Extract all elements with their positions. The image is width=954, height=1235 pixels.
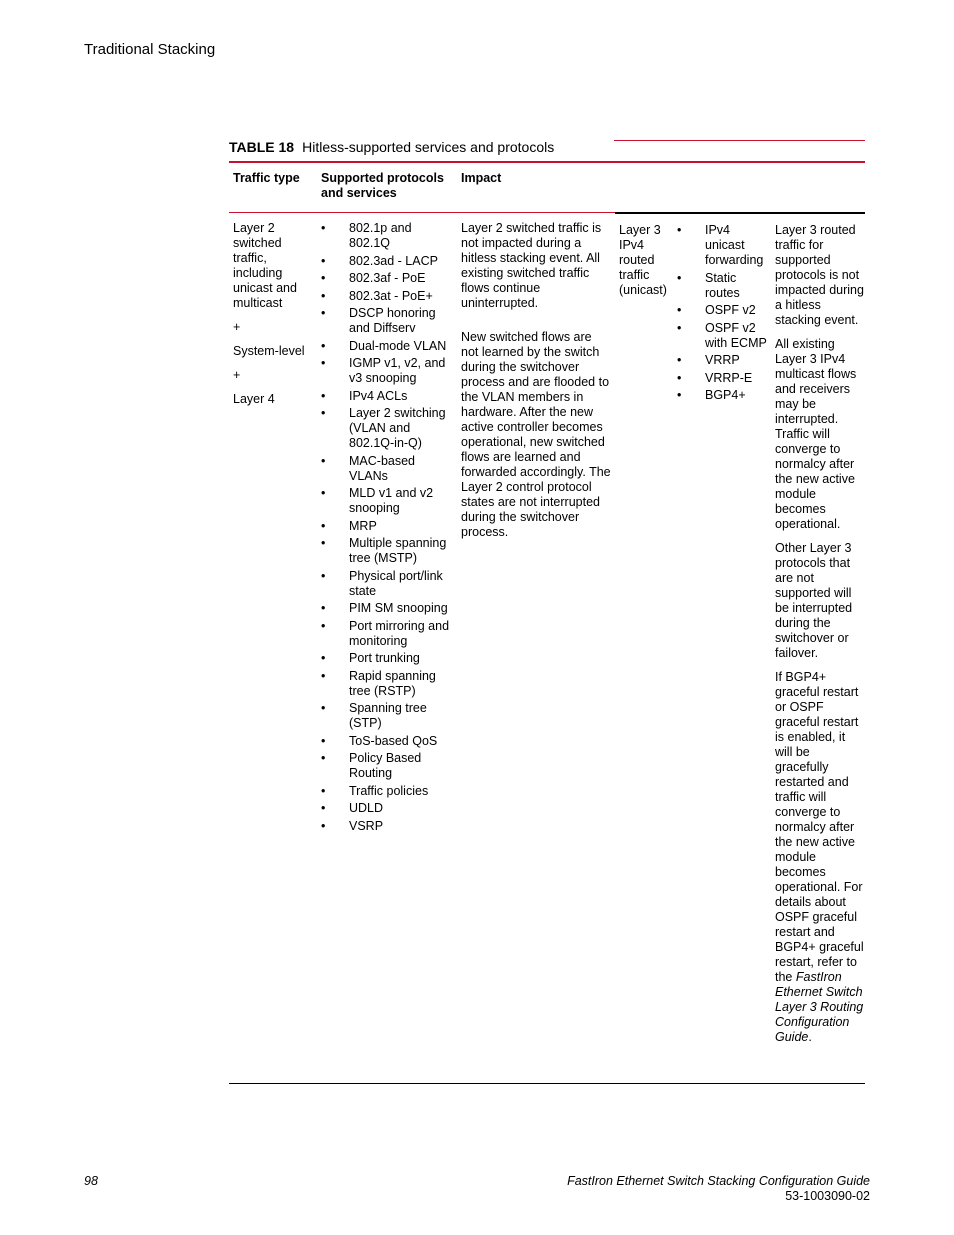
protocol-item: • IPv4 unicast forwarding <box>677 223 767 268</box>
protocol-item: • 802.1p and 802.1Q <box>321 221 456 251</box>
protocol-item: • 802.3af - PoE <box>321 271 456 286</box>
row1-traffic-type-line: System-level <box>233 344 305 358</box>
protocol-item: • OSPF v2 <box>677 303 767 318</box>
protocol-item: • MLD v1 and v2 snooping <box>321 486 456 516</box>
row2-protocols-list <box>677 223 767 406</box>
caption-bottom-rule <box>229 161 865 163</box>
protocol-item: • DSCP honoring and Diffserv <box>321 306 456 336</box>
row1-traffic-type-line: + <box>233 320 241 334</box>
protocol-item: • Policy Based Routing <box>321 751 456 781</box>
row1-traffic-type-line: + <box>233 368 241 382</box>
protocol-item: • 802.3ad - LACP <box>321 254 456 269</box>
protocol-item: • UDLD <box>321 801 456 816</box>
protocol-item: • OSPF v2 with ECMP <box>677 321 767 351</box>
table-bottom-rule <box>229 1083 865 1084</box>
protocol-item: • Static routes <box>677 271 767 301</box>
protocol-item: • PIM SM snooping <box>321 601 456 616</box>
header-supported-protocols: Supported protocols and services <box>321 171 444 200</box>
protocol-item: • VRRP <box>677 353 767 368</box>
protocol-item: • Port trunking <box>321 651 456 666</box>
row1-impact <box>461 221 611 540</box>
running-head: Traditional Stacking <box>84 41 216 58</box>
footer-doc-info <box>567 1174 870 1204</box>
table-number: TABLE 18 <box>229 139 295 155</box>
header-impact: Impact <box>461 171 502 185</box>
protocol-item: • Layer 2 switching (VLAN and 802.1Q-in-Q) <box>321 406 456 451</box>
impact-text: If BGP4+ graceful restart or OSPF graceful restart is enabled, it will be gracefully restarted and traffic will converge to normalcy after the new active module becomes operational. For details about OSPF graceful restart and BGP4+ graceful restart, refer to the <box>775 670 864 984</box>
protocol-item: • Dual-mode VLAN <box>321 339 456 354</box>
impact-paragraph: Other Layer 3 protocols that are not supported will be interrupted during the switchover or failover. <box>775 541 853 660</box>
impact-paragraph-bgp <box>775 670 865 1045</box>
row1-protocols-list <box>321 221 456 836</box>
impact-paragraph: New switched flows are not learned by the switch during the switchover process and are flooded to the VLAN members in hardware. After the new active controller becomes operational, new switched flows are learned and forwarded accordingly. The Layer 2 control protocol states are not interrupted during the switchover process. <box>461 330 611 539</box>
impact-text: . <box>808 1030 812 1044</box>
protocol-item: • VSRP <box>321 819 456 834</box>
protocol-item: • MAC-based VLANs <box>321 454 456 484</box>
footer-doc-title: FastIron Ethernet Switch Stacking Configuration Guide <box>567 1174 870 1188</box>
protocol-item: • MRP <box>321 519 456 534</box>
guide-reference: FastIron Ethernet Switch Layer 3 Routing Configuration Guide <box>775 970 864 1044</box>
impact-paragraph: Layer 3 routed traffic for supported protocols is not impacted during a hitless stacking event. <box>775 223 864 327</box>
footer-doc-number: 53-1003090-02 <box>785 1189 870 1203</box>
protocol-item: • Multiple spanning tree (MSTP) <box>321 536 456 566</box>
row1-traffic-type <box>233 221 313 407</box>
protocol-item: • IGMP v1, v2, and v3 snooping <box>321 356 456 386</box>
header-rule-red <box>229 212 615 213</box>
row1-traffic-type-line: Layer 4 <box>233 392 275 406</box>
protocol-item: • Port mirroring and monitoring <box>321 619 456 649</box>
protocol-item: • Rapid spanning tree (RSTP) <box>321 669 456 699</box>
protocol-item: • VRRP-E <box>677 371 767 386</box>
row2-traffic-type: Layer 3 IPv4 routed traffic (unicast) <box>619 223 667 297</box>
impact-paragraph: All existing Layer 3 IPv4 multicast flows and receivers may be interrupted. Traffic will converge to normalcy after the new active module becomes operational. <box>775 337 857 531</box>
page-number: 98 <box>84 1174 98 1188</box>
table-title: Hitless-supported services and protocols <box>302 139 555 155</box>
protocol-item: • 802.3at - PoE+ <box>321 289 456 304</box>
protocol-item: • Traffic policies <box>321 784 456 799</box>
protocol-item: • ToS-based QoS <box>321 734 456 749</box>
protocol-item: • IPv4 ACLs <box>321 389 456 404</box>
table-caption <box>229 139 554 155</box>
impact-paragraph: Layer 2 switched traffic is not impacted during a hitless stacking event. All existing switched traffic flows continue uninterrupted. <box>461 221 602 310</box>
row1-traffic-type-line: Layer 2 switched traffic, including unicast and multicast <box>233 221 297 310</box>
row2-impact <box>775 223 865 1045</box>
protocol-item: • Physical port/link state <box>321 569 456 599</box>
protocol-item: • Spanning tree (STP) <box>321 701 456 731</box>
protocol-item: • BGP4+ <box>677 388 767 403</box>
header-traffic-type: Traffic type <box>233 171 300 185</box>
header-rule-black <box>615 212 865 214</box>
caption-top-rule <box>614 140 865 141</box>
